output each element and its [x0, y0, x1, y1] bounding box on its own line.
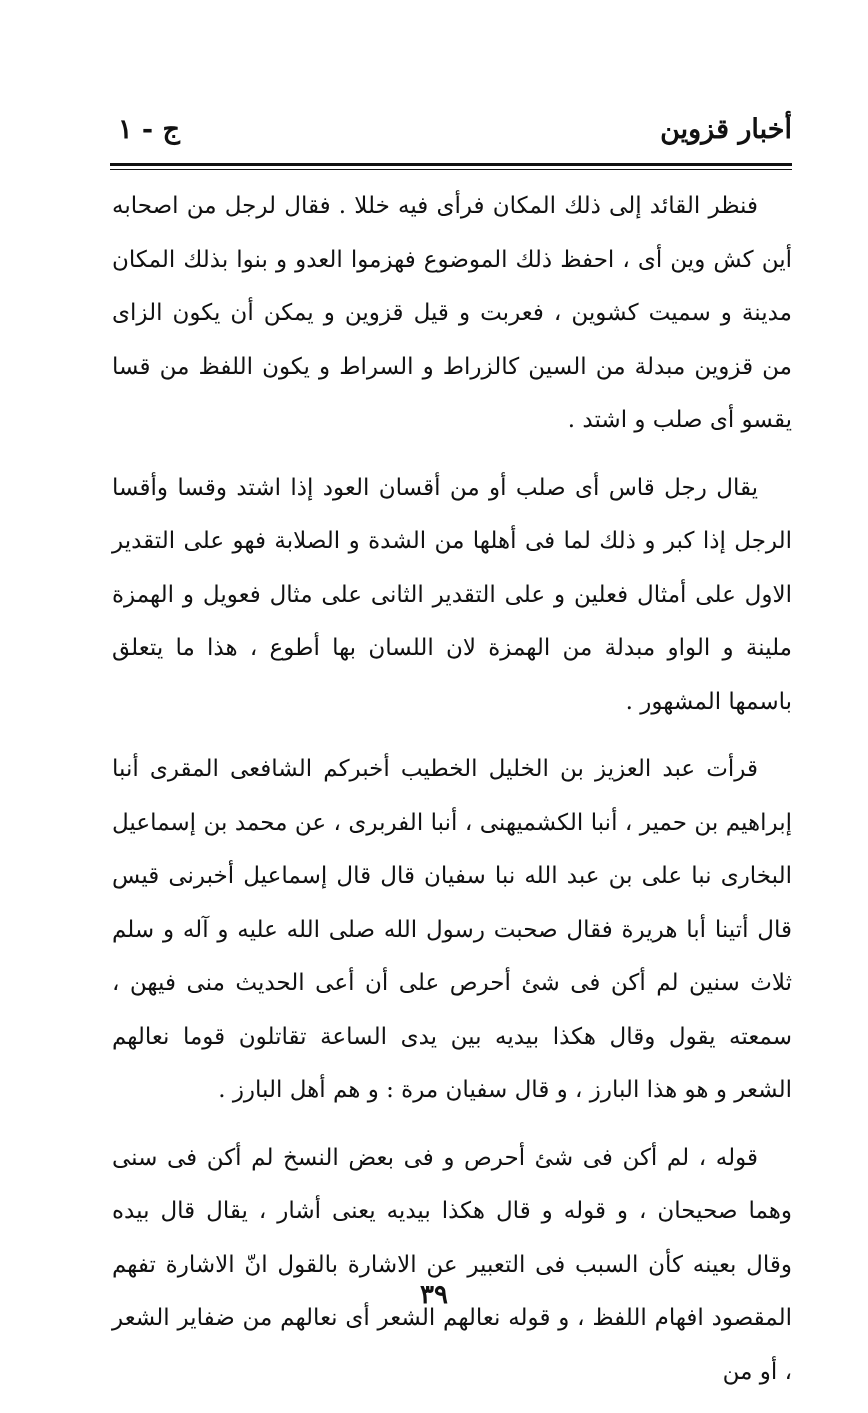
page-header [112, 112, 792, 156]
paragraph: قوله ، لم أكن فى شئ أحرص و فى بعض النسخ لم أكن فى سنى وهما صحيحان ، و قوله و قال هكذا بيديه يعنى أشار ، يقال قال بيده وقال بعينه كأن السبب فى التعبير عن الاشارة بالقول انّ الاشارة تفهم المقصود افهام اللفظ ، و قوله نعالهم الشعر أى نعالهم من ضفاير الشعر ، أو من [112, 1144, 792, 1385]
body-text [112, 180, 792, 1413]
running-title: أخبار قزوين [660, 114, 792, 145]
paragraph: قرأت عبد العزيز بن الخليل الخطيب أخبركم الشافعى المقرى أنبا إبراهيم بن حمير ، أنبا الكشميهنى ، أنبا الفربرى ، عن محمد بن إسماعيل البخارى نبا على بن عبد الله نبا سفيان قال قال إسماعيل أخبرنى قيس قال أتينا أبا هريرة فقال صحبت رسول الله صلى الله عليه و آله و سلم ثلاث سنين لم أكن فى شئ أحرص على أن أعى الحديث منى فيهن ، سمعته يقول وقال هكذا بيديه بين يدى الساعة تقاتلون قوما نعالهم الشعر و هو هذا البارز ، و قال سفيان مرة : و هم أهل البارز . [112, 756, 792, 1103]
header-rule [110, 163, 792, 166]
header-rule-thin [110, 169, 792, 170]
volume-label: ج - ١ [118, 114, 180, 145]
paragraph: فنظر القائد إلى ذلك المكان فرأى فيه خللا . فقال لرجل من اصحابه أين كش وين أى ، احفظ ذلك الموضوع فهزموا العدو و بنوا بذلك المكان مدينة و سميت كشوين ، فعربت و قيل قزوين و يمكن أن يكون الزاى من قزوين مبدلة من السين كالزراط و السراط و يكون اللفظ من قسا يقسو أى صلب و اشتد . [112, 193, 792, 433]
paragraph: يقال رجل قاس أى صلب أو من أقسان العود إذا اشتد وقسا وأقسا الرجل إذا كبر و ذلك لما فى أهلها من الشدة و الصلابة فهو على التقدير الاول على أمثال فعلين و على التقدير الثانى على مثال فعويل و الهمزة ملينة و الواو مبدلة من الهمزة لان اللسان بها أطوع ، هذا ما يتعلق باسمها المشهور . [112, 474, 792, 715]
page-number: ٣٩ [420, 1280, 448, 1310]
